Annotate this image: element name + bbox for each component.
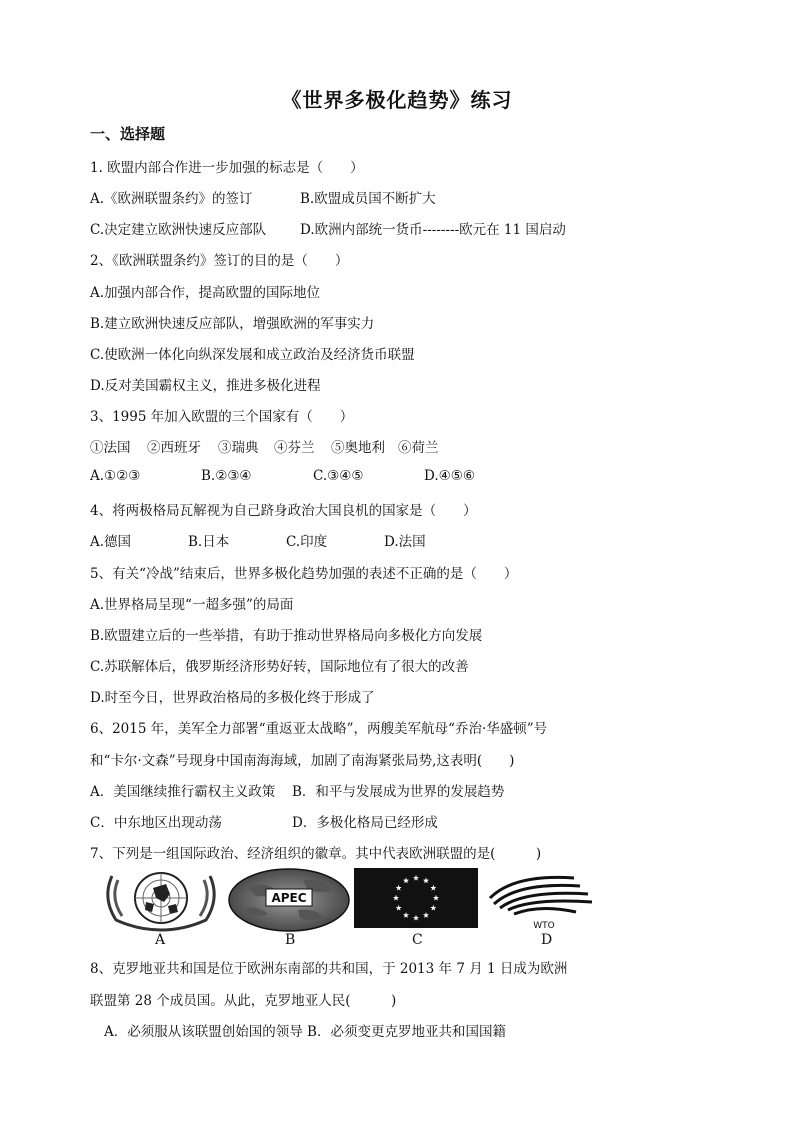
q4-option-c: C.印度 [286,534,328,550]
q3-option-b: B.②③④ [201,468,252,484]
q1-option-b: B.欧盟成员国不断扩大 [300,191,436,207]
eu-flag-icon [354,868,478,928]
emblem-label-c: C [412,932,423,948]
q1-stem: 1. 欧盟内部合作进一步加强的标志是（ ） [90,160,364,176]
q3-item: ⑥荷兰 [398,440,439,456]
apec-emblem-icon [228,868,350,932]
q5-option-a: A.世界格局呈现“一超多强”的局面 [90,597,294,613]
apec-emblem-text: APEC [271,891,307,905]
emblem-label-a: A [155,932,166,948]
emblem-strip [92,868,602,948]
q6-stem-line1: 6、2015 年，美军全力部署“重返亚太战略”，两艘美军航母“乔治·华盛顿”号 [90,721,548,737]
section-heading: 一、选择题 [90,125,166,143]
q1-option-a: A.《欧洲联盟条约》的签订 [90,191,253,207]
q3-item: ⑤奥地利 [331,440,385,456]
q4-option-a: A.德国 [90,534,132,550]
q6-option-d: D．多极化格局已经形成 [292,815,438,831]
q8-options-ab: A．必须服从该联盟创始国的领导 B．必须变更克罗地亚共和国国籍 [104,1024,506,1040]
q5-option-d: D.时至今日，世界政治格局的多极化终于形成了 [90,690,375,706]
q3-item: ①法国 [90,440,131,456]
q4-option-b: B.日本 [188,534,230,550]
q6-option-b: B．和平与发展成为世界的发展趋势 [292,784,505,800]
q7-stem: 7、下列是一组国际政治、经济组织的徽章。其中代表欧洲联盟的是( ) [90,846,542,862]
q6-stem-line2: 和“卡尔·文森”号现身中国南海海域，加剧了南海紧张局势,这表明( ) [90,753,515,769]
q1-option-c: C.决定建立欧洲快速反应部队 [90,222,267,238]
q4-option-d: D.法国 [384,534,426,550]
q5-stem: 5、有关“冷战”结束后，世界多极化趋势加强的表述不正确的是（ ） [90,566,518,582]
q3-option-a: A.①②③ [90,468,141,484]
q2-option-b: B.建立欧洲快速反应部队，增强欧洲的军事实力 [90,316,375,332]
q4-stem: 4、将两极格局瓦解视为自己跻身政治大国良机的国家是（ ） [90,503,477,519]
q3-item: ③瑞典 [218,440,259,456]
q2-option-a: A.加强内部合作，提高欧盟的国际地位 [90,285,321,301]
wto-emblem-icon [484,868,598,932]
q8-stem-line2: 联盟第 28 个成员国。从此，克罗地亚人民( ) [90,993,397,1009]
q2-stem: 2、《欧洲联盟条约》签订的目的是（ ） [90,253,349,269]
q6-option-a: A．美国继续推行霸权主义政策 [90,784,276,800]
wto-emblem-text: WTO [533,921,555,931]
q3-option-d: D.④⑤⑥ [424,468,475,484]
emblem-label-d: D [541,932,553,948]
page-title: 《世界多极化趋势》练习 [281,88,513,112]
q3-stem: 3、1995 年加入欧盟的三个国家有（ ） [90,409,354,425]
un-emblem-icon [98,868,224,932]
q3-item: ②西班牙 [147,440,201,456]
q5-option-c: C.苏联解体后，俄罗斯经济形势好转，国际地位有了很大的改善 [90,659,469,675]
q5-option-b: B.欧盟建立后的一些举措，有助于推动世界格局向多极化方向发展 [90,628,483,644]
q3-item: ④芬兰 [274,440,315,456]
q6-option-c: C．中东地区出现动荡 [90,815,222,831]
q3-option-c: C.③④⑤ [313,468,364,484]
q1-option-d: D.欧洲内部统一货币--------欧元在 11 国启动 [300,222,566,238]
q2-option-d: D.反对美国霸权主义，推进多极化进程 [90,378,321,394]
q2-option-c: C.使欧洲一体化向纵深发展和成立政治及经济货币联盟 [90,347,415,363]
q8-stem-line1: 8、克罗地亚共和国是位于欧洲东南部的共和国，于 2013 年 7 月 1 日成为欧洲 [90,961,568,977]
emblem-label-b: B [285,932,296,948]
